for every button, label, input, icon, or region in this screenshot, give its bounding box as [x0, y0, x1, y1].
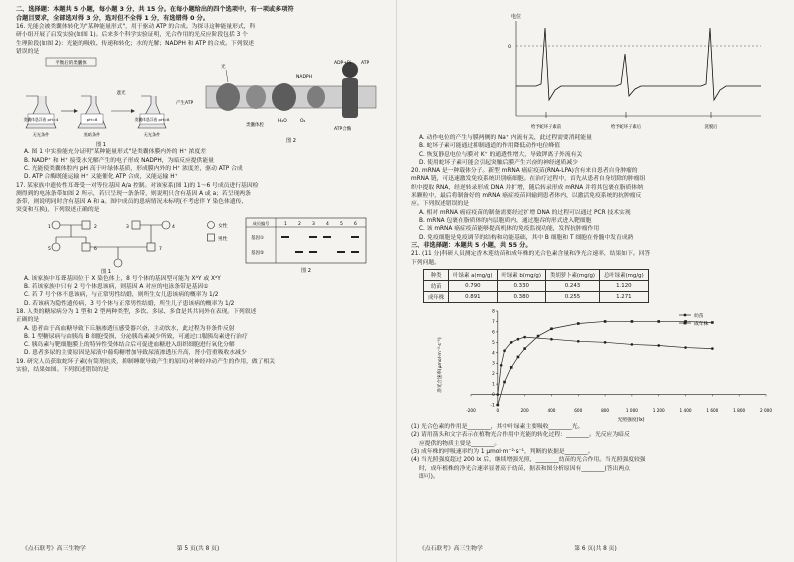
x-tick-label: 400: [547, 408, 556, 414]
table-row: [424, 281, 649, 292]
pedigree-number-2: 2: [94, 224, 97, 230]
left-footer-label: 《点石联考》高三生物学: [22, 546, 86, 552]
q17-stem-1: 17. 某家族中遗传性耳聋受一对等位基因 A/a 控制。对该家系(图 1)的 1～6 号成员进行基因检: [16, 182, 259, 189]
adult-point: [497, 404, 500, 407]
o2-label: O₂: [300, 119, 306, 125]
gel-number-1: 1: [284, 221, 287, 227]
q18-stem-2: 正确的是: [16, 317, 40, 324]
q17-stem-4: 突变和互换)，下列叙述正确的是: [16, 207, 100, 214]
seedling-point: [604, 341, 607, 344]
q21-question-3: (3) 成年株的呼吸速率约为 1 μmol·m⁻²·s⁻¹，判断的依据是________。: [411, 448, 594, 455]
adult-point: [503, 381, 506, 384]
q20-stem-5: 应。下列叙述错误的是: [411, 201, 469, 208]
q19-potential-figure: [411, 6, 784, 134]
q17-option-b[interactable]: B. 若该家族中只有 2 号个体患该病，则基因 A 对应的电泳条带是基因①: [24, 284, 209, 291]
q17-stem-2: 测得到的电泳条带如图 2 所示，若只呈现一条条带，则说明只含有基因 A 或 a；若呈现两条: [16, 190, 251, 197]
nadph-label: NADPH: [296, 75, 313, 81]
x-tick-label: 1 600: [706, 408, 719, 414]
pedigree-number-3: 3: [126, 224, 129, 230]
q17-option-c[interactable]: C. 若 7 号个体不患该病，与正常男性结婚，则所生女儿患该病的概率为 1/2: [24, 292, 219, 299]
q21-stem-2: 下列问题。: [411, 259, 440, 266]
q19-option-b[interactable]: B. 蛇坏子素可能通过抑制通道的作用降低动作电位峰值: [419, 143, 560, 150]
right-footer-label: 《点石联考》高三生物学: [419, 546, 483, 552]
seedling-point: [657, 344, 660, 347]
chart-y-label: 净光合速率(μmol·m⁻²·s⁻¹): [438, 337, 443, 393]
q16-option-d[interactable]: D. ATP 合酶既能运输 H⁺ 又能催化 ATP 合成，又能运输 H⁺: [24, 174, 178, 181]
q17-option-a[interactable]: A. 该家族中耳聋基因位于 X 染色体上，8 号个体的基因型可能为 XᴬY 或 XᵃY: [24, 275, 221, 282]
legend-female-label: 女性: [218, 223, 228, 229]
q20-stem-3: 织中提取 RNA，经逆转录形成 DNA 并扩增，随后转录形成 mRNA 并将其包裹在脂质体纳: [411, 184, 643, 191]
x-tick-label: 1 400: [679, 408, 692, 414]
mark-washout-label: 洗脱后: [704, 125, 718, 130]
right-footer-page: 第 6 页(共 8 页): [574, 546, 617, 552]
q16-stem-2: 研小组开展了启发实验(如图 1)。后来多个科学实验证明，光合作用的光反应阶段包括 3 个: [16, 32, 248, 39]
table-cell: 0.380: [497, 292, 545, 303]
left-footer: [0, 543, 396, 552]
section-header-line-1: 二、选择题：本题共 5 小题，每小题 3 分，共 15 分。在每小题给出的四个选项中，有一项或多项符: [16, 6, 294, 13]
q21-question-2: (2) 请用箭头和文字表示在植物光合作用中光能的转化过程：________。光反应为暗反: [411, 432, 630, 439]
figure-1-flasks: [24, 58, 194, 148]
x-tick-label: 1 200: [652, 408, 665, 414]
x-tick-label: 200: [520, 408, 529, 414]
gel-header: 成员编号: [252, 220, 270, 226]
lumen-label: 类囊体腔: [246, 123, 264, 129]
q21-question-2-cont: 应提供的物质主要是________。: [419, 440, 501, 447]
table-cell: 成年株: [424, 292, 449, 303]
photosynthesis-chart: [411, 305, 784, 423]
table-cell: 0.243: [545, 281, 599, 292]
seedling-point: [517, 338, 520, 341]
figure-2-caption: 图 2: [286, 138, 296, 145]
table-header-cell: 类胡萝卜素(mg/g): [545, 270, 599, 281]
electrophoresis-gel: [246, 218, 366, 274]
q19-stem-2: 实验，结果如图。下列叙述错误的是: [16, 367, 109, 374]
condition-a-label: 无光条件: [32, 132, 50, 138]
x-tick-label: 1 800: [733, 408, 746, 414]
y-tick-label: 3: [492, 360, 495, 366]
question-19: [16, 358, 386, 375]
q16-stem-3: 生理阶段(如图 2)：光能的吸收、传递和转化；水的光解；NADPH 和 ATP 的合成。下列叙述: [16, 40, 255, 47]
mark-after-label: 给予蛇坏子素后: [610, 125, 642, 130]
tank-c-label: 类囊体悬浮液 pH=8: [134, 117, 170, 123]
table-cell: 幼苗: [424, 281, 449, 292]
q18-option-d[interactable]: D. 患者多尿的主要原因是尿液中葡萄糖增加导致尿液渗透压升高，肾小管重吸收水减少: [24, 350, 247, 357]
y-tick-label: 0: [492, 392, 495, 398]
pedigree-number-6: 6: [94, 246, 97, 252]
pigment-table: [423, 269, 649, 303]
potential-axis-label: 电位: [511, 14, 522, 20]
q19-potential-svg: [411, 6, 781, 134]
seedling-point: [577, 340, 580, 343]
q16-figure-svg: [16, 56, 386, 148]
atp-label: ATP: [361, 61, 370, 67]
section-3-header: 三、非选择题：本题共 5 小题，共 55 分。: [411, 241, 532, 249]
chart-legend: [679, 312, 709, 327]
adp-label: ADP+Pi: [334, 61, 351, 67]
adult-point: [657, 320, 660, 323]
seedling-point: [510, 341, 513, 344]
pedigree-chart: [48, 221, 228, 275]
y-tick-label: 6: [492, 329, 495, 335]
adult-point: [523, 347, 526, 350]
seedling-point: [500, 364, 503, 367]
table-header-row: [424, 270, 649, 281]
q19-option-d[interactable]: D. 使用蛇坏子素可能会引起突触后膜产生兴奋的神经递质减少: [419, 159, 578, 166]
q18-stem-1: 18. 人类的糖尿病分为 1 型和 2 型两种类型，多饮、多尿、多食是其共同外在表现。下列叙述: [16, 308, 257, 315]
x-tick-label: 2 000: [760, 408, 772, 414]
tank-top-label: 平衡后的类囊体: [55, 61, 87, 67]
q17-option-d[interactable]: D. 若该病为隐性遗传病，3 号个体与正常男性结婚，所生儿子患该病的概率为 1/2: [24, 300, 235, 307]
gel-caption: 图 2: [301, 267, 311, 274]
seedling-point: [684, 346, 687, 349]
legend-seedling-label: 幼苗: [694, 314, 704, 320]
table-header-cell: 种类: [424, 270, 449, 281]
pedigree-number-7: 7: [159, 246, 162, 252]
question-21: [411, 250, 784, 481]
series-line-adult: [498, 321, 713, 405]
q21-question-4-cont: 时，成年植株的净光合速率显著高于幼苗，据表和图分析原因有________(答出两点: [419, 465, 630, 472]
x-tick-label: 0: [496, 408, 500, 414]
left-footer-page: 第 5 页(共 8 页): [176, 546, 220, 552]
table-header-cell: 叶绿素 b(mg/g): [497, 270, 545, 281]
table-cell: 0.330: [497, 281, 545, 292]
q17-stem-3: 条带，则说明同时含有基因 A 和 a。图中成员的患病情况未标明(不考虑伴 Y 染色体遗传、: [16, 199, 248, 206]
light-label: 光: [221, 65, 226, 71]
tank-a-label: 类囊体悬浮液 pH=4: [23, 117, 59, 123]
seedling-point: [550, 338, 553, 341]
y-tick-label: 2: [492, 371, 495, 377]
y-tick-label: 5: [492, 339, 495, 345]
chart-series: [497, 320, 714, 406]
right-footer: [397, 543, 794, 552]
q18-option-b[interactable]: B. 1 型糖尿病与由胰岛 B 细胞受损，分泌胰岛素减少所致，可通过口服胰岛素进行治疗: [24, 333, 248, 340]
table-cell: 0.891: [449, 292, 497, 303]
gel-gene-1-label: 基因①: [251, 235, 265, 241]
x-tick-label: -200: [466, 408, 476, 414]
table-row: [424, 292, 649, 303]
pedigree-caption: 图 1: [101, 268, 111, 275]
seedling-point: [503, 349, 506, 352]
q16-option-c[interactable]: C. 光能使类囊体腔内 pH 高于叶绿体基质，形成膜内外的 H⁺ 浓度差，驱动 ATP 合成: [24, 165, 243, 172]
q18-option-c[interactable]: C. 胰岛素与靶细胞膜上的特异性受体结合后可促进血糖进入组织细胞进行氧化分解: [24, 342, 235, 349]
question-17: [16, 182, 386, 308]
adult-point: [510, 366, 513, 369]
q21-question-4: (4) 当光照强度超过 200 lx 后，继续增强光照，________幼苗的光合作用。当光照强度较强: [411, 457, 646, 464]
y-tick-label: 7: [492, 318, 495, 324]
tank-b-label: pH=8: [86, 117, 98, 123]
atp-synthase-label: ATP合酶: [334, 127, 352, 133]
table-cell: 0.255: [545, 292, 599, 303]
gel-number-3: 3: [312, 221, 315, 227]
section-header-line-2: 合题目要求，全部选对得 3 分，选对但不全得 1 分，有选错得 0 分。: [16, 14, 209, 22]
question-18: [16, 308, 386, 358]
figure-1-caption: 图 1: [96, 142, 106, 149]
svg-text:0: 0: [508, 45, 511, 50]
right-page: [397, 0, 794, 562]
x-tick-label: 1 000: [625, 408, 638, 414]
y-tick-label: 8: [492, 308, 495, 314]
q20-option-d[interactable]: D. 免疫细胞是免疫调节的结构和功能基础，其中 B 细胞和 T 细胞在骨髓中发育成熟: [419, 234, 634, 241]
q21-question-1: (1) 光合色素的作用是________，其中叶绿素主要吸收________光。: [411, 424, 584, 431]
q20-stem-1: 20. mRNA 是一种载体分子。新型 mRNA 癌症疫苗(RNA-LPA)含有来自患者自身肿瘤的: [411, 168, 638, 175]
photosynthesis-chart-svg: [411, 305, 781, 423]
water-label: H₂O: [278, 119, 287, 125]
adult-point: [604, 320, 607, 323]
gel-number-2: 2: [298, 221, 301, 227]
y-tick-label: 4: [492, 350, 495, 356]
table-header-cell: 叶绿素 a(mg/g): [449, 270, 497, 281]
q21-question-4-end: 即可)。: [419, 473, 439, 480]
gel-number-6: 6: [354, 221, 357, 227]
q20-option-b[interactable]: B. mRNA 包裹在脂质体的内层胞质内，通过胞吞的形式进入靶细胞: [419, 217, 592, 224]
q20-stem-2: mRNA 链，可迅速激发免疫系统识别癌细胞。在治疗过程中，首先从患者自身切除的肿瘤组: [411, 176, 646, 183]
gel-gene-2-label: 基因②: [251, 250, 265, 256]
adult-point: [631, 320, 634, 323]
pedigree-number-4: 4: [172, 224, 175, 230]
pedigree-number-5: 5: [48, 246, 51, 252]
q19-option-c[interactable]: C. 恢复静息电位与膜对 K⁺ 的通透性增大，导致钾离子外流有关: [419, 151, 583, 158]
seedling-point: [631, 343, 634, 346]
q16-option-b[interactable]: B. NADP⁺ 和 H⁺ 接受水光解产生的电子形成 NADPH，为暗反应提供能量: [24, 157, 214, 164]
figure-2-membrane: [206, 60, 376, 144]
q17-figure-svg: [16, 215, 386, 275]
atp-produce-label: 产生ATP: [176, 101, 194, 107]
table-cell: 1.120: [600, 281, 649, 292]
question-20: [411, 167, 784, 242]
seedling-point: [497, 393, 500, 396]
legend-male-label: 男性: [218, 236, 228, 242]
q16-stem-4: 错误的是: [16, 49, 40, 56]
seedling-point: [523, 336, 526, 339]
adult-point: [577, 322, 580, 325]
pedigree-number-1: 1: [48, 224, 51, 230]
table-cell: 1.271: [600, 292, 649, 303]
q19-stem-1: 19. 研究人员获取蛇坏子素(有筒剂抗炎，抑制睡眠导致产生的原因)对神经冲动产生的作用，做了相关: [16, 358, 276, 365]
legend-adult-label: 成年株: [694, 322, 709, 328]
gel-number-5: 5: [340, 221, 343, 227]
q16-stem-1: 16. 光能会被类囊体转化为"某种能量形式"，用于驱动 ATP 的合成。为探寻这种能量形式，科: [16, 24, 256, 31]
action-potential-trace: [516, 28, 761, 100]
chart-x-label: 光照强度(lx): [617, 418, 645, 424]
condition-b-label: 黑暗条件: [83, 132, 101, 138]
q16-option-a[interactable]: A. 图 1 中实验能充分证明"某种能量形式"是类囊体膜内外的 H⁺ 浓度差: [24, 149, 207, 156]
question-16: [16, 23, 386, 181]
y-tick-label: -1: [490, 402, 495, 408]
adult-point: [711, 321, 714, 324]
series-line-seedling: [498, 337, 713, 394]
q19-option-a[interactable]: A. 动作电位的产生与膜两侧的 Na⁺ 内流有关，此过程需要消耗能量: [419, 135, 592, 141]
dark-label: 遮光: [116, 91, 126, 97]
condition-c-label: 无光条件: [143, 132, 161, 138]
x-tick-label: 600: [574, 408, 583, 414]
x-tick-label: 800: [601, 408, 610, 414]
adult-point: [517, 356, 520, 359]
table-cell: 0.790: [449, 281, 497, 292]
q21-stem-1: 21. (11 分)科研人员测定香木莲幼苗和成年株的光合色素含量和净光合速率，结果如下。回答: [411, 251, 651, 258]
seedling-point: [711, 347, 714, 350]
q16-figures: [16, 56, 386, 148]
q20-stem-4: 米颗粒中，最后将制备好的 mRNA 癌症疫苗回输到患者体内，以激活免疫系统的抗肿瘤反: [411, 193, 642, 200]
mark-before-label: 给予蛇坏子素前: [530, 125, 562, 130]
q17-figures: [16, 215, 386, 275]
q18-option-a[interactable]: A. 患者由于高血糖导致下丘脑渗透压感受器兴奋，主动饮水，此过程为非条件反射: [24, 325, 235, 332]
chart-axes: [466, 309, 772, 414]
adult-point: [537, 335, 540, 338]
gel-number-4: 4: [326, 221, 329, 227]
q20-option-a[interactable]: A. 相对 mRNA 癌症疫苗的制备需要经过扩增 DNA 的过程可以通过 PCR 技术实现: [419, 209, 631, 216]
y-tick-label: 1: [492, 381, 495, 387]
q20-option-c[interactable]: C. 该 mRNA 癌症疫苗能够提高机体的免疫监视功能，发挥抗肿瘤作用: [419, 226, 600, 233]
adult-point: [550, 328, 553, 331]
table-header-cell: 总叶绿素(mg/g): [600, 270, 649, 281]
